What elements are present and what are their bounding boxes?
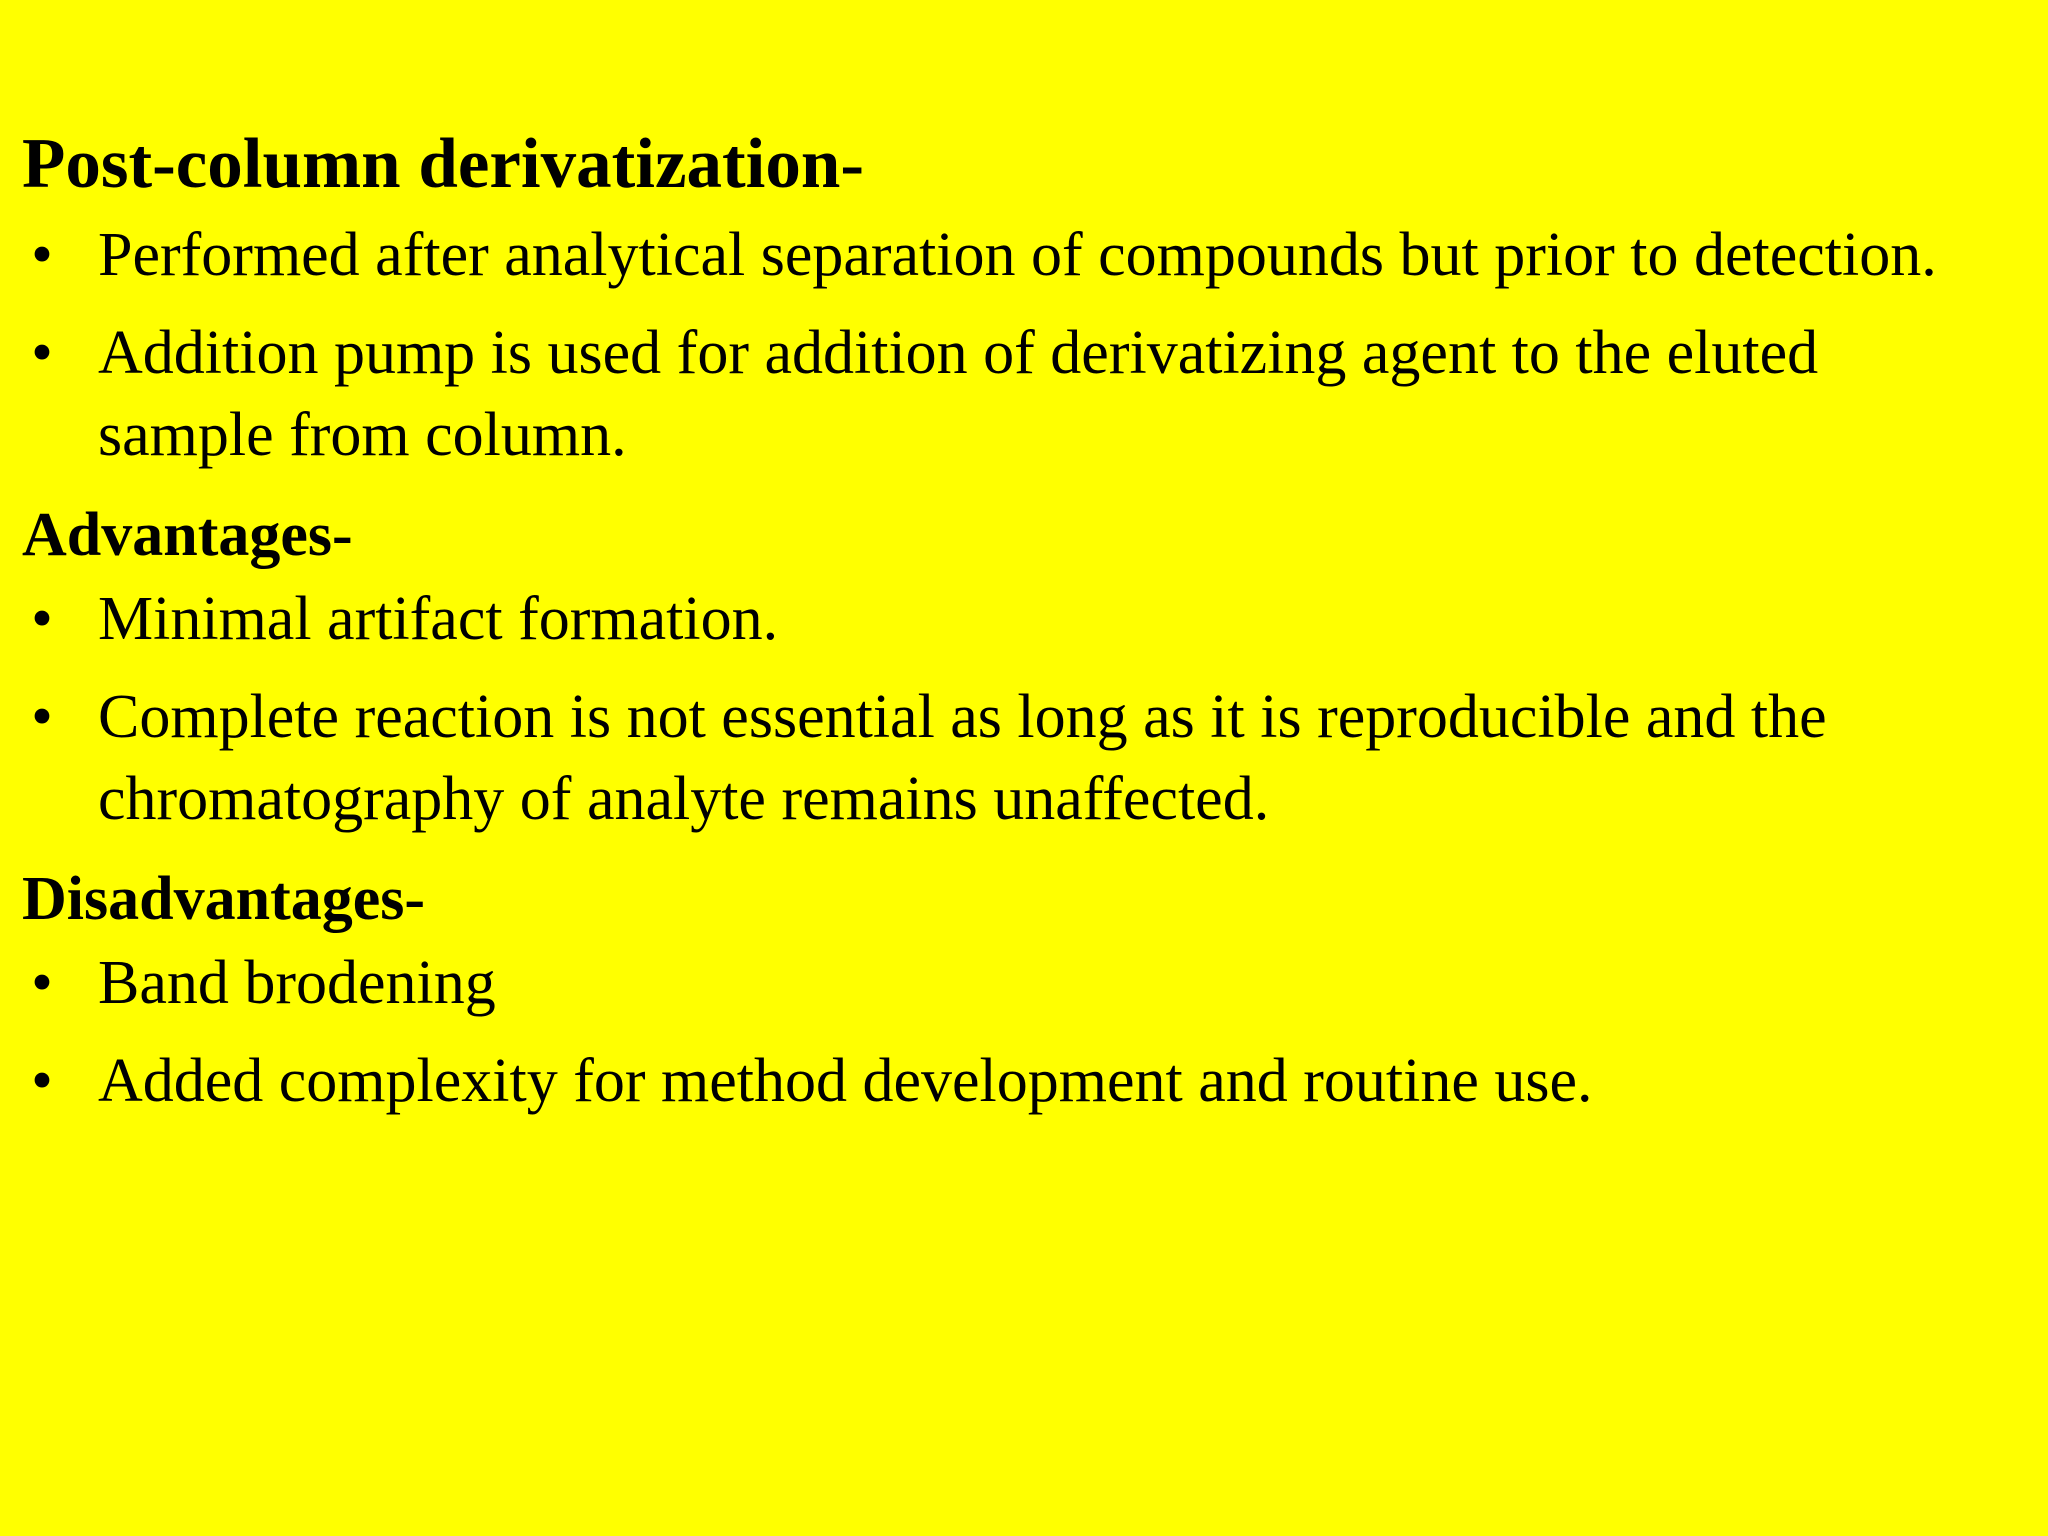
bullet-text: Added complexity for method development and routine use. [98,1047,1593,1115]
bullet-text: Minimal artifact formation. [98,585,779,653]
bullet-icon: • [31,221,53,289]
disadvantages-heading: Disadvantages- [22,865,426,933]
bullet-icon: • [31,319,53,387]
slide-title: Post-column derivatization- [22,125,865,203]
bullet-icon: • [31,1047,53,1115]
bullet-icon: • [31,949,53,1017]
bullet-icon: • [31,683,53,751]
bullet-item [22,1040,1952,1122]
bullet-item [22,942,1952,1024]
bullet-text: Performed after analytical separation of compounds but prior to detection. [98,221,1937,289]
advantages-bullet-list [22,578,2008,840]
bullet-text: Band brodening [98,949,496,1017]
advantages-heading: Advantages- [22,501,353,569]
bullet-text: Complete reaction is not essential as long as it is reproducible and the chromatography of analyte remains unaffected. [98,683,1827,833]
bullet-item [22,676,1952,840]
bullet-item [22,312,1952,476]
bullet-icon: • [31,585,53,653]
bullet-text: Addition pump is used for addition of derivatizing agent to the eluted sample from column. [98,319,1819,469]
disadvantages-bullet-list [22,942,2008,1122]
bullet-item [22,578,1952,660]
bullet-item [22,214,1952,296]
post-column-bullet-list [22,214,2008,476]
